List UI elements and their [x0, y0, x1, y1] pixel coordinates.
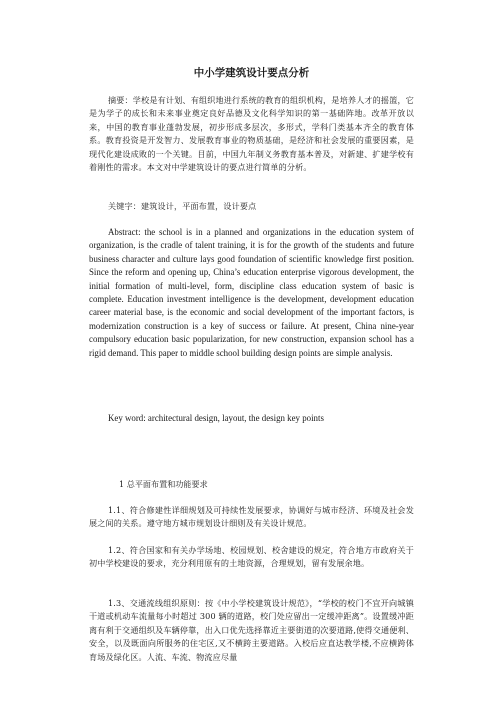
- paragraph-1-2: 1.2、符合国家和有关办学场地、校园规划、校舍建设的规定，符合地方市政府关于初中学校建设的要求，充分利用原有的土地资源，合理规划，留有发展余地。: [89, 545, 414, 569]
- paragraph-1-3: 1.3、交通流线组织原则：按《中小学校建筑设计规范》，“学校的校门不宜开向城镇干道或机动车流量每小时超过 300 辆的道路，校门处应留出一定缓冲距离”。设置缓冲距离有利于交通组织及车辆停靠，出入口优先选择靠近主要街道的次要道路,使得交通便利、安全，以及既面向所服务的住宅区,又不横跨主要道路。入校后应直达教学楼,不应横跨体育场及绿化区。人流、车流、物流应尽量: [89, 598, 414, 662]
- paper-title: 中小学建筑设计要点分析: [193, 67, 310, 79]
- keywords-english: Key word: architectural design, layout, the design key points: [108, 413, 324, 423]
- abstract-chinese: 摘要：学校是有计划、有组织地进行系统的教育的组织机构，是培养人才的摇篮，它是为学子的成长和未来事业奠定良好品德及文化科学知识的第一基础阵地。改革开放以来，中国的教育事业蓬勃发展，初步形成多层次，多形式，学科门类基本齐全的教育体系。教育投资是开发智力、发展教育事业的物质基础，是经济和社会发展的重要因素，是现代化建设成败的一个关键。目前，中国九年制义务教育基本普及，对新建、扩建学校有着刚性的需求。本文对中学建筑设计的要点进行简单的分析。: [89, 95, 414, 173]
- abstract-english: Abstract: the school is in a planned and organizations in the education system of organization, is the cradle of talent training, it is for the growth of the students and future business character and culture lays good foundation of scientific knowledge first position. Since the reform and opening up, China’s education enterprise vigorous development, the initial formation of multi-level, form, discipline class education system of basic is complete. Education investment intelligence is the development, development education career material base, is the economic and social development of the important factors, is modernization construction is a key of success or failure. At present, China nine-year compulsory education basic popularization, for new construction, expansion school has a rigid demand. This paper to middle school building design points are simple analysis.: [89, 227, 414, 358]
- section-1-heading: 1 总平面布置和功能要求: [119, 479, 208, 489]
- keywords-chinese: 关键字：建筑设计，平面布置，设计要点: [108, 201, 257, 211]
- document-page: [89, 0, 414, 702]
- paragraph-1-1: 1.1、符合修建性详细规划及可持续性发展要求，协调好与城市经济、环境及社会发展之间的关系。遵守地方城市规划设计细则及有关设计规范。: [89, 505, 414, 529]
